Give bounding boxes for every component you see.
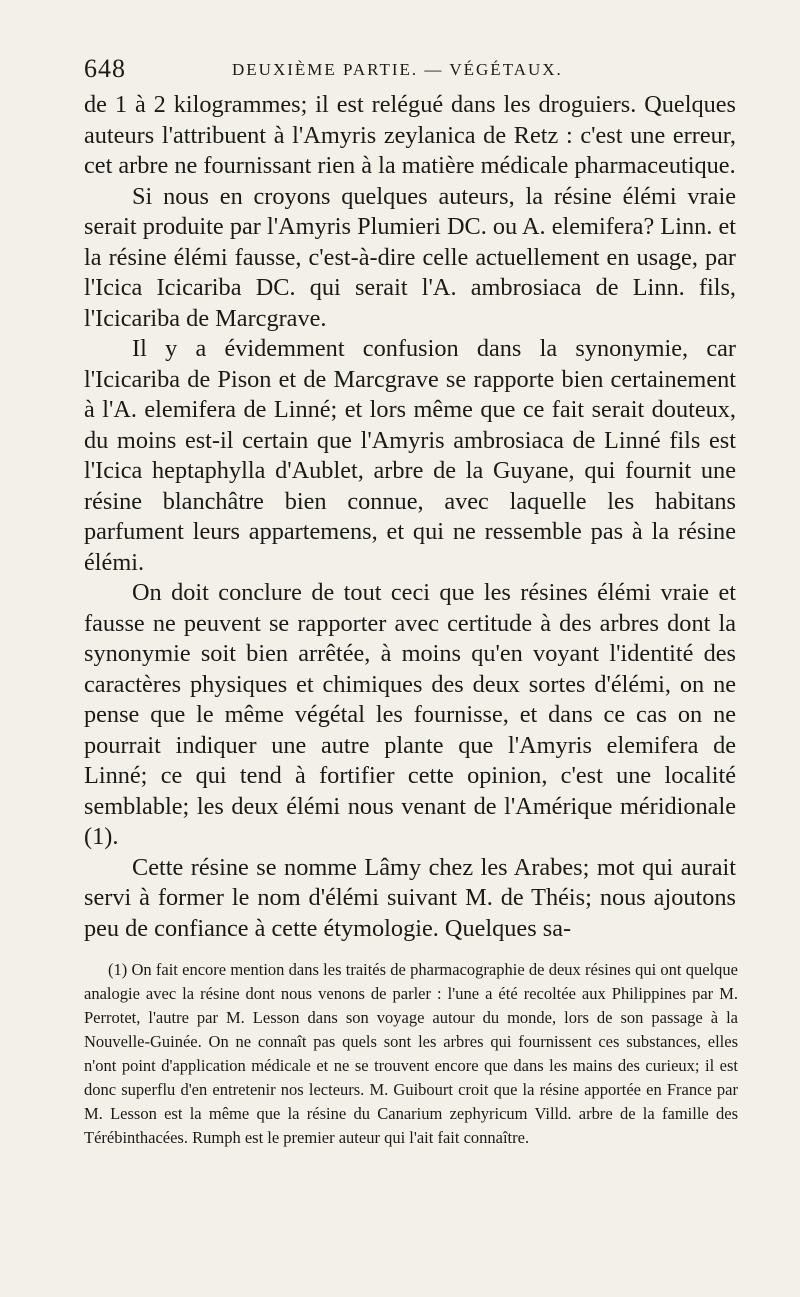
page-number: 648 — [84, 54, 126, 83]
page-header — [84, 54, 734, 88]
paragraph-5: Cette résine se nomme Lâmy chez les Arabes; mot qui aurait servi à former le nom d'élémi suivant M. de Théis; nous ajoutons peu de confiance à cette étymologie. Quelques sa- — [84, 853, 736, 942]
footnote-text: (1) On fait encore mention dans les traités de pharmacographie de deux résines qui ont quelque analogie avec la résine dont nous venons de parler : l'une a été recoltée aux Philippines par M. Perrotet, l'autre par M. Lesson dans son voyage autour du monde, lors de son passage à la Nouvelle-Guinée. On ne connaît pas quels sont les arbres qui fournissent ces substances, elles n'ont point d'application médicale et ne se trouvent encore que dans les mains des curieux; il est donc superflu d'en entretenir nos lecteurs. M. Guibourt croit que la résine apportée en France par M. Lesson est la même que la résine du Canarium zephyricum Villd. arbre de la famille des Térébinthacées. Rumph est le premier auteur qui l'ait fait connaître. — [84, 960, 738, 1147]
paragraph-2: Si nous en croyons quelques auteurs, la résine élémi vraie serait produite par l'Amyris Plumieri DC. ou A. elemifera? Linn. et la résine élémi fausse, c'est-à-dire celle actuellement en usage, par l'Icica Icicariba DC. qui serait l'A. ambrosiaca de Linn. fils, l'Icicariba de Marcgrave. — [84, 182, 736, 332]
paragraph-3: Il y a évidemment confusion dans la synonymie, car l'Icicariba de Pison et de Marcgrave se rapporte bien certainement à l'A. elemifera de Linné; et lors même que ce fait serait douteux, du moins est-il certain que l'Amyris ambrosiaca de Linné fils est l'Icica heptaphylla d'Aublet, arbre de la Guyane, qui fournit une résine blanchâtre bien connue, avec laquelle les habitans parfument leurs appartemens, et qui ne ressemble pas à la résine élémi. — [84, 335, 736, 576]
paragraph-4: On doit conclure de tout ceci que les résines élémi vraie et fausse ne peuvent se rapporter avec certitude à des arbres dont la synonymie soit bien arrêtée, à moins qu'en voyant l'identité des caractères physiques et chimiques des deux sortes d'élémi, on ne pense que le même végétal les fournisse, et dans ce cas on ne pourrait indiquer une autre plante que l'Amyris elemifera de Linné; ce qui tend à fortifier cette opinion, c'est une localité semblable; les deux élémi nous venant de l'Amérique méridionale (1). — [84, 579, 736, 850]
paragraph-1: de 1 à 2 kilogrammes; il est relégué dans les droguiers. Quelques auteurs l'attribuent à l'Amyris zeylanica de Retz : c'est une erreur, cet arbre ne fournissant rien à la matière médicale pharmaceutique. — [84, 91, 736, 179]
body-text — [84, 90, 736, 944]
running-head: DEUXIÈME PARTIE. — VÉGÉTAUX. — [232, 60, 563, 79]
footnote — [84, 958, 738, 1150]
